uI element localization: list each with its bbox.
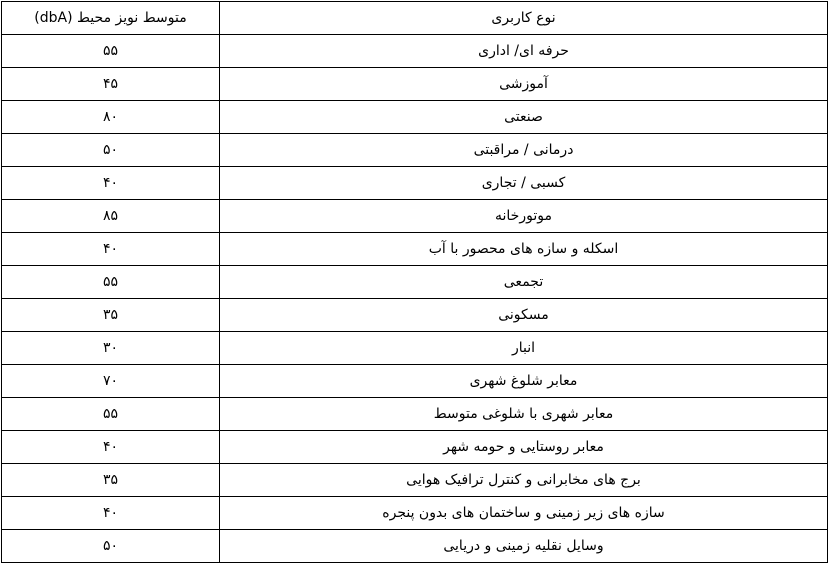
noise-value-cell: ۵۰: [2, 134, 220, 167]
table-row: [2, 332, 828, 365]
noise-table-container: [1, 1, 827, 563]
table-row: [2, 167, 828, 200]
noise-value-cell: ۴۰: [2, 233, 220, 266]
table-row: [2, 398, 828, 431]
usage-type-cell: معابر شهری با شلوغی متوسط: [220, 398, 828, 431]
ambient-noise-header: متوسط نویز محیط (dbA): [2, 2, 220, 35]
noise-value-cell: ۳۵: [2, 464, 220, 497]
table-row: [2, 299, 828, 332]
table-row: [2, 233, 828, 266]
noise-value-cell: ۷۰: [2, 365, 220, 398]
usage-type-cell: موتورخانه: [220, 200, 828, 233]
noise-value-cell: ۴۰: [2, 497, 220, 530]
usage-type-cell: وسایل نقلیه زمینی و دریایی: [220, 530, 828, 563]
usage-type-cell: برج های مخابرانی و کنترل ترافیک هوایی: [220, 464, 828, 497]
noise-value-cell: ۵۵: [2, 35, 220, 68]
usage-type-header: نوع کاربری: [220, 2, 828, 35]
table-row: [2, 35, 828, 68]
noise-value-cell: ۴۵: [2, 68, 220, 101]
noise-value-cell: ۴۰: [2, 431, 220, 464]
usage-type-cell: درمانی / مراقبتی: [220, 134, 828, 167]
usage-type-cell: صنعتی: [220, 101, 828, 134]
usage-type-cell: کسبی / تجاری: [220, 167, 828, 200]
noise-value-cell: ۳۰: [2, 332, 220, 365]
noise-value-cell: ۵۵: [2, 398, 220, 431]
table-row: [2, 266, 828, 299]
usage-type-cell: تجمعی: [220, 266, 828, 299]
table-row: [2, 200, 828, 233]
usage-type-cell: سازه های زیر زمینی و ساختمان های بدون پنجره: [220, 497, 828, 530]
noise-value-cell: ۵۵: [2, 266, 220, 299]
usage-type-cell: انبار: [220, 332, 828, 365]
table-row: [2, 101, 828, 134]
noise-value-cell: ۸۰: [2, 101, 220, 134]
table-body: [2, 35, 828, 563]
noise-value-cell: ۸۵: [2, 200, 220, 233]
table-row: [2, 68, 828, 101]
usage-type-cell: مسکونی: [220, 299, 828, 332]
table-row: [2, 530, 828, 563]
usage-type-cell: آموزشی: [220, 68, 828, 101]
table-row: [2, 365, 828, 398]
table-row: [2, 464, 828, 497]
usage-type-cell: اسکله و سازه های محصور با آب: [220, 233, 828, 266]
table-row: [2, 134, 828, 167]
table-row: [2, 497, 828, 530]
noise-value-cell: ۳۵: [2, 299, 220, 332]
noise-value-cell: ۴۰: [2, 167, 220, 200]
table-row: [2, 431, 828, 464]
usage-type-cell: حرفه ای/ اداری: [220, 35, 828, 68]
noise-value-cell: ۵۰: [2, 530, 220, 563]
usage-type-cell: معابر شلوغ شهری: [220, 365, 828, 398]
header-row: [2, 2, 828, 35]
noise-level-table: [1, 1, 828, 563]
usage-type-cell: معابر روستایی و حومه شهر: [220, 431, 828, 464]
